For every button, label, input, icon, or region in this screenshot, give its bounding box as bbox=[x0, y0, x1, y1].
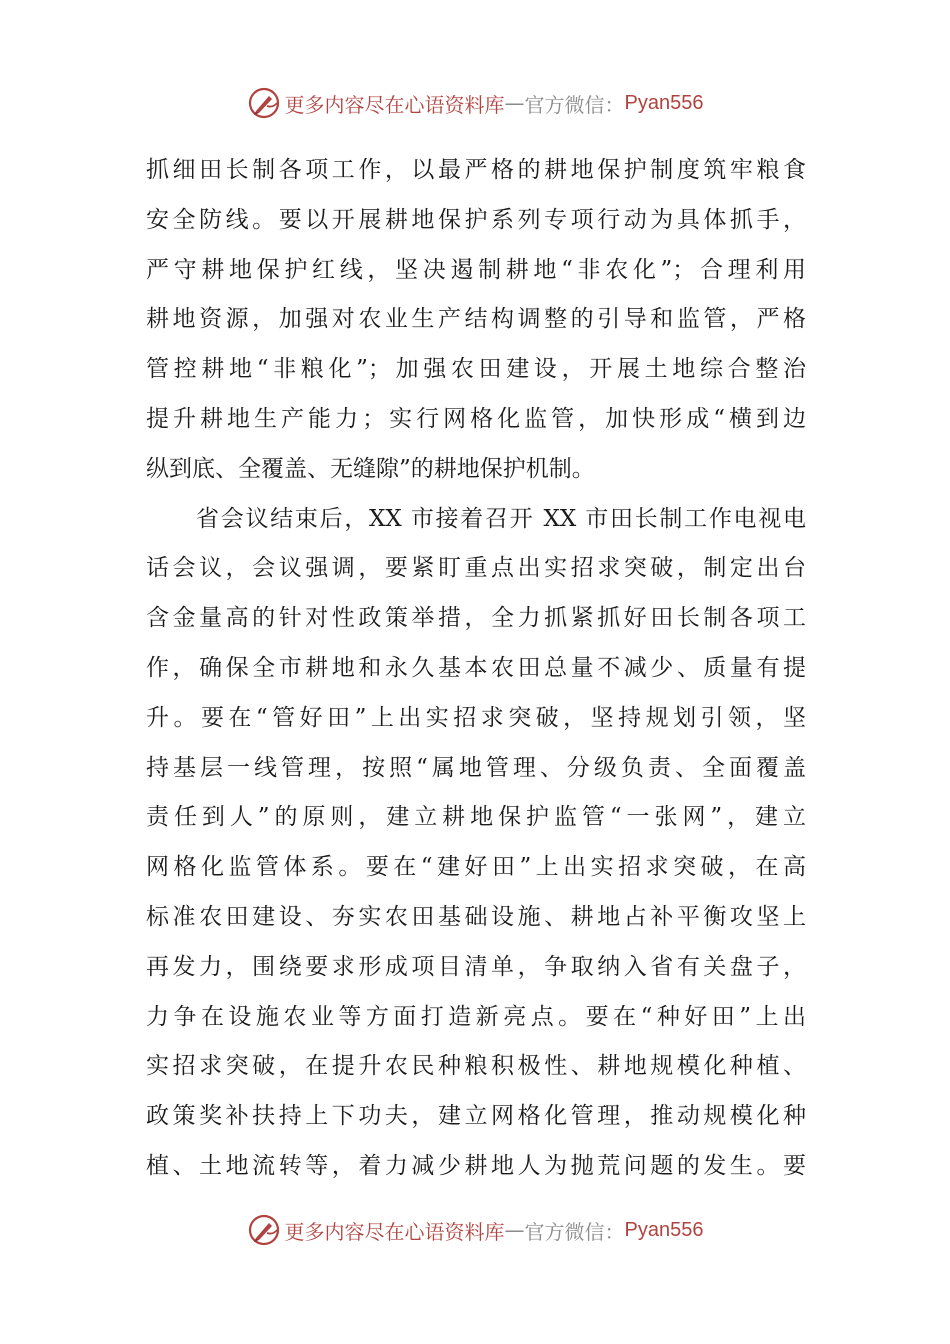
footer-watermark-banner bbox=[0, 1210, 950, 1250]
text-line: 话会议，会议强调，要紧盯重点出实招求突破，制定出台 bbox=[146, 555, 806, 582]
text-line: 升。要在“管好田”上出实招求突破，坚持规划引领，坚 bbox=[146, 704, 806, 731]
text-line: 省会议结束后，XX 市接着召开 XX 市田长制工作电视电 bbox=[196, 505, 806, 532]
text-line: 抓细田长制各项工作，以最严格的耕地保护制度筑牢粮食 bbox=[146, 157, 806, 183]
banner-brand-text: 更多内容尽在心语资料库 bbox=[284, 1219, 505, 1244]
text-line: 标准农田建设、夯实农田基础设施、耕地占补平衡攻坚上 bbox=[146, 903, 806, 930]
text-line: 力争在设施农业等方面打造新亮点。要在“种好田”上出 bbox=[146, 1003, 806, 1030]
banner-wechat-handle: Pyan556 bbox=[624, 91, 704, 114]
pen-logo-icon bbox=[247, 1213, 281, 1247]
banner-brand-text: 更多内容尽在心语资料库 bbox=[284, 92, 505, 117]
text-line: 网格化监管体系。要在“建好田”上出实招求突破，在高 bbox=[146, 854, 806, 881]
text-line: 持基层一线管理，按照“属地管理、分级负责、全面覆盖 bbox=[146, 754, 806, 781]
banner-dash: — bbox=[504, 1218, 525, 1242]
text-line: 安全防线。要以开展耕地保护系列专项行动为具体抓手， bbox=[146, 206, 806, 233]
pen-logo-icon bbox=[247, 86, 281, 120]
text-line: 再发力，围绕要求形成项目清单，争取纳入省有关盘子， bbox=[146, 953, 806, 980]
text-line: 耕地资源，加强对农业生产结构调整的引导和监管，严格 bbox=[146, 306, 806, 333]
text-line: 管控耕地“非粮化”；加强农田建设，开展土地综合整治 bbox=[146, 356, 806, 383]
text-line: 提升耕地生产能力；实行网格化监管，加快形成“横到边 bbox=[146, 405, 806, 432]
banner-dash: — bbox=[504, 91, 525, 115]
text-line: 责任到人”的原则，建立耕地保护监管“一张网”，建立 bbox=[146, 804, 806, 831]
text-line: 作，确保全市耕地和永久基本农田总量不减少、质量有提 bbox=[146, 654, 806, 681]
banner-wechat-handle: Pyan556 bbox=[624, 1218, 704, 1241]
header-watermark-banner bbox=[0, 83, 950, 123]
banner-official-label: 官方微信： bbox=[524, 92, 625, 117]
text-line: 实招求突破，在提升农民种粮积极性、耕地规模化种植、 bbox=[146, 1053, 806, 1080]
text-line: 严守耕地保护红线，坚决遏制耕地“非农化”；合理利用 bbox=[146, 256, 806, 283]
paragraph-2 bbox=[146, 495, 806, 1192]
text-line: 植、土地流转等，着力减少耕地人为抛荒问题的发生。要 bbox=[146, 1152, 806, 1179]
document-body bbox=[146, 146, 806, 1192]
text-line: 含金量高的针对性政策举措，全力抓紧抓好田长制各项工 bbox=[146, 605, 806, 632]
text-line: 纵到底、全覆盖、无缝隙”的耕地保护机制。 bbox=[146, 455, 595, 482]
text-line: 政策奖补扶持上下功夫，建立网格化管理，推动规模化种 bbox=[146, 1103, 806, 1130]
paragraph-1 bbox=[146, 146, 806, 495]
banner-official-label: 官方微信： bbox=[524, 1219, 625, 1244]
